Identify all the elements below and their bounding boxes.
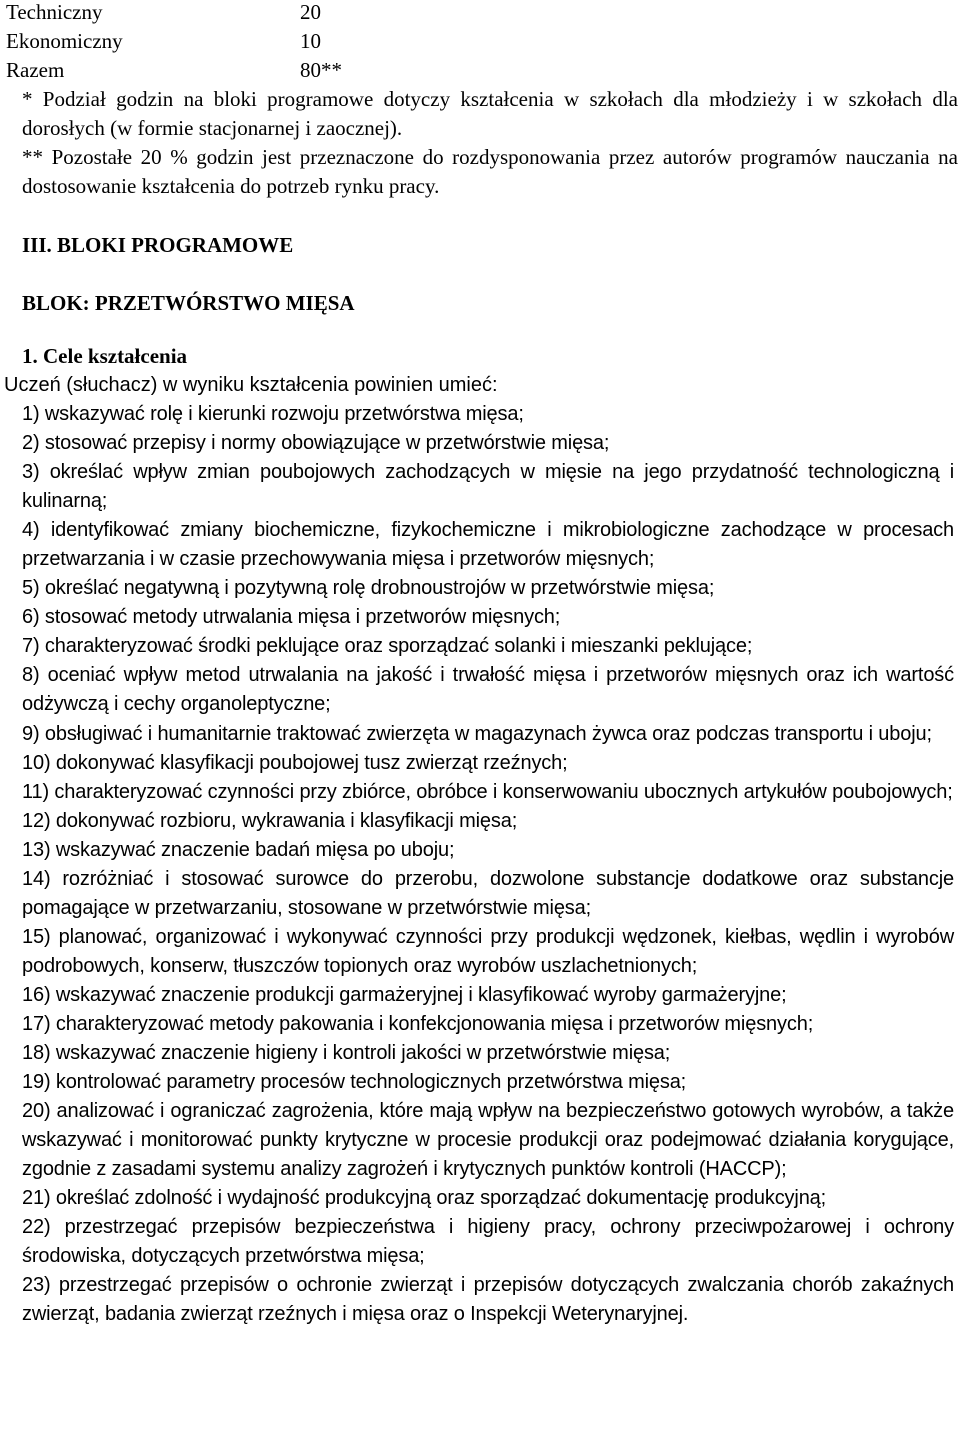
hours-value: 20 (300, 0, 321, 24)
goal-item: 19) kontrolować parametry procesów technologicznych przetwórstwa mięsa; (22, 1071, 687, 1094)
hours-row-ekonomiczny (6, 27, 321, 56)
goals-list (22, 400, 954, 1330)
goal-item: 22) przestrzegać przepisów bezpieczeństwa i higieny pracy, ochrony przeciwpożarowej i ochrony środowiska, dotyczących przetwórstwa mięsa; (22, 1216, 954, 1268)
goal-item: 20) analizować i ograniczać zagrożenia, które mają wpływ na bezpieczeństwo gotowych wyrobów, a także wskazywać i monitorować punkty krytyczne w procesie produkcji oraz podejmować działania korygujące, zgodnie z zasadami systemu analizy zagrożeń i krytycznych punktów kontroli (HACCP); (22, 1100, 954, 1181)
section-title: III. BLOKI PROGRAMOWE (22, 233, 294, 257)
goal-item: 9) obsługiwać i humanitarnie traktować zwierzęta w magazynach żywca oraz podczas transportu i uboju; (22, 722, 932, 745)
goal-item: 6) stosować metody utrwalania mięsa i przetworów mięsnych; (22, 606, 561, 629)
hours-row-razem (6, 56, 342, 85)
hours-value: 80** (300, 58, 342, 82)
footnote-single-star: * Podział godzin na bloki programowe dotyczy kształcenia w szkołach dla młodzieży i w szkołach dla dorosłych (w formie stacjonarnej i zaocznej). (22, 87, 958, 140)
hours-label: Razem (6, 58, 65, 82)
goal-item: 18) wskazywać znaczenie higieny i kontroli jakości w przetwórstwie mięsa; (22, 1042, 671, 1065)
goal-item: 13) wskazywać znaczenie badań mięsa po uboju; (22, 838, 455, 861)
goal-item: 16) wskazywać znaczenie produkcji garmażeryjnej i klasyfikować wyroby garmażeryjne; (22, 983, 787, 1006)
goal-item: 15) planować, organizować i wykonywać czynności przy produkcji wędzonek, kiełbas, wędlin i wyrobów podrobowych, konserw, tłuszczów topionych oraz wyrobów uszlachetnionych; (22, 925, 954, 977)
goal-item: 2) stosować przepisy i normy obowiązujące w przetwórstwie mięsa; (22, 432, 610, 455)
hours-label: Ekonomiczny (6, 29, 123, 53)
goal-item: 8) oceniać wpływ metod utrwalania na jakość i trwałość mięsa i przetworów mięsnych oraz ich wartość odżywczą i cechy organoleptyczne; (22, 664, 954, 716)
goal-item: 4) identyfikować zmiany biochemiczne, fizykochemiczne i mikrobiologiczne zachodzące w procesach przetwarzania i w czasie przechowywania mięsa i przetworów mięsnych; (22, 519, 954, 571)
goal-item: 10) dokonywać klasyfikacji poubojowej tusz zwierząt rzeźnych; (22, 751, 568, 774)
goal-item: 12) dokonywać rozbioru, wykrawania i klasyfikacji mięsa; (22, 809, 518, 832)
goal-item: 7) charakteryzować środki peklujące oraz sporządzać solanki i mieszanki peklujące; (22, 635, 753, 658)
goal-item: 21) określać zdolność i wydajność produkcyjną oraz sporządzać dokumentację produkcyjną; (22, 1187, 827, 1210)
hours-label: Techniczny (6, 0, 103, 24)
goal-item: 1) wskazywać rolę i kierunki rozwoju przetwórstwa mięsa; (22, 403, 524, 425)
block-title: BLOK: PRZETWÓRSTWO MIĘSA (22, 291, 355, 315)
goal-item: 3) określać wpływ zmian poubojowych zachodzących w mięsie na jego przydatność technologiczną i kulinarną; (22, 461, 954, 513)
goals-intro: Uczeń (słuchacz) w wyniku kształcenia powinien umieć: (4, 374, 498, 396)
goals-heading: 1. Cele kształcenia (22, 344, 188, 368)
hours-row-techniczny (6, 0, 321, 27)
goal-item: 5) określać negatywną i pozytywną rolę drobnoustrojów w przetwórstwie mięsa; (22, 577, 715, 600)
goal-item: 11) charakteryzować czynności przy zbiórce, obróbce i konserwowaniu ubocznych artykułów poubojowych; (22, 780, 953, 803)
goal-item: 17) charakteryzować metody pakowania i konfekcjonowania mięsa i przetworów mięsnych; (22, 1012, 814, 1035)
goal-item: 23) przestrzegać przepisów o ochronie zwierząt i przepisów dotyczących zwalczania chorób zakaźnych zwierząt, badania zwierząt rzeźnych i mięsa oraz o Inspekcji Weterynaryjnej. (22, 1274, 954, 1326)
goal-item: 14) rozróżniać i stosować surowce do przerobu, dozwolone substancje dodatkowe oraz substancje pomagające w przetwarzaniu, stosowane w przetwórstwie mięsa; (22, 867, 954, 919)
footnote-double-star: ** Pozostałe 20 % godzin jest przeznaczone do rozdysponowania przez autorów programów nauczania na dostosowanie kształcenia do potrzeb rynku pracy. (22, 145, 958, 198)
hours-value: 10 (300, 29, 321, 53)
